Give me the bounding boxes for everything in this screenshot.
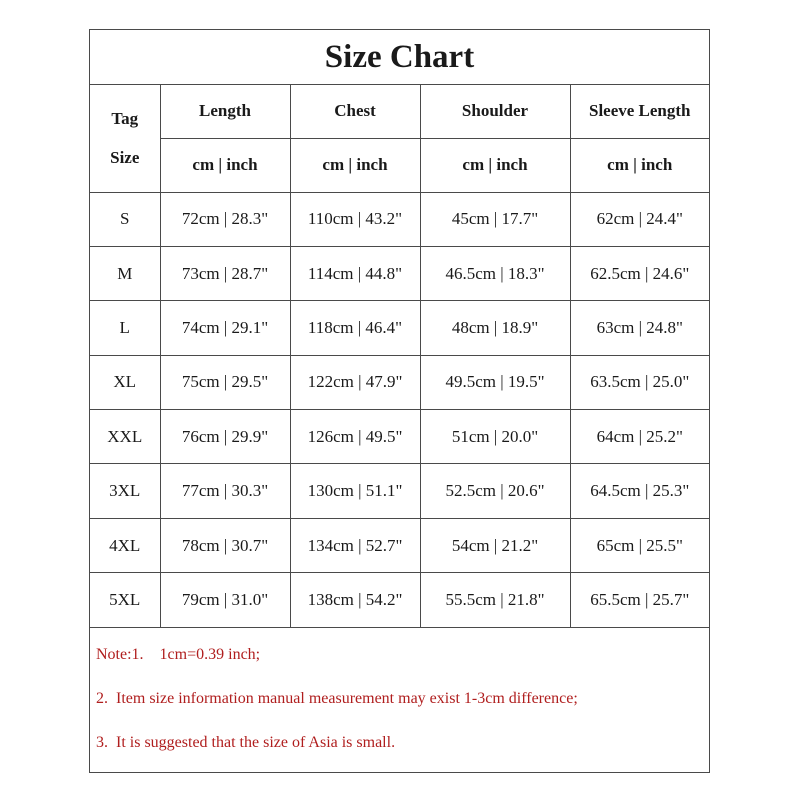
size-label: Size	[110, 147, 140, 167]
cell-shoulder: 52.5cm | 20.6"	[420, 464, 570, 518]
table-row	[90, 355, 709, 409]
cell-sleeve: 62cm | 24.4"	[570, 192, 709, 246]
cell-chest: 134cm | 52.7"	[290, 518, 420, 572]
cell-sleeve: 65cm | 25.5"	[570, 518, 709, 572]
table-row	[90, 518, 709, 572]
header-chest: Chest	[290, 84, 420, 138]
table-row	[90, 410, 709, 464]
note-2: 2. Item size information manual measurement may exist 1-3cm difference;	[96, 690, 578, 707]
cell-length: 72cm | 28.3"	[160, 192, 290, 246]
cell-sleeve: 64.5cm | 25.3"	[570, 464, 709, 518]
cell-length: 78cm | 30.7"	[160, 518, 290, 572]
unit-row	[90, 138, 709, 192]
cell-length: 74cm | 29.1"	[160, 301, 290, 355]
cell-size: M	[90, 246, 160, 300]
unit-sleeve-length: cm | inch	[570, 138, 709, 192]
cell-shoulder: 55.5cm | 21.8"	[420, 573, 570, 627]
header-shoulder: Shoulder	[420, 84, 570, 138]
cell-length: 73cm | 28.7"	[160, 246, 290, 300]
cell-size: 5XL	[90, 573, 160, 627]
header-row	[90, 84, 709, 138]
unit-shoulder: cm | inch	[420, 138, 570, 192]
cell-chest: 110cm | 43.2"	[290, 192, 420, 246]
cell-chest: 122cm | 47.9"	[290, 355, 420, 409]
cell-chest: 130cm | 51.1"	[290, 464, 420, 518]
table-row	[90, 301, 709, 355]
cell-length: 79cm | 31.0"	[160, 573, 290, 627]
cell-size: 3XL	[90, 464, 160, 518]
tag-label: Tag	[111, 108, 139, 128]
cell-size: 4XL	[90, 518, 160, 572]
table-row	[90, 192, 709, 246]
cell-length: 76cm | 29.9"	[160, 410, 290, 464]
unit-chest: cm | inch	[290, 138, 420, 192]
note-3: 3. It is suggested that the size of Asia is small.	[96, 734, 396, 751]
cell-chest: 126cm | 49.5"	[290, 410, 420, 464]
header-sleeve-length: Sleeve Length	[570, 84, 709, 138]
cell-length: 77cm | 30.3"	[160, 464, 290, 518]
size-table	[90, 84, 709, 628]
tag-size-header	[90, 84, 160, 192]
header-length: Length	[160, 84, 290, 138]
cell-shoulder: 46.5cm | 18.3"	[420, 246, 570, 300]
cell-size: XXL	[90, 410, 160, 464]
cell-chest: 118cm | 46.4"	[290, 301, 420, 355]
cell-sleeve: 62.5cm | 24.6"	[570, 246, 709, 300]
notes-section	[90, 624, 709, 772]
cell-size: L	[90, 301, 160, 355]
cell-shoulder: 49.5cm | 19.5"	[420, 355, 570, 409]
cell-sleeve: 63.5cm | 25.0"	[570, 355, 709, 409]
note-1: Note:1. 1cm=0.39 inch;	[96, 646, 261, 663]
cell-sleeve: 63cm | 24.8"	[570, 301, 709, 355]
cell-shoulder: 54cm | 21.2"	[420, 518, 570, 572]
cell-chest: 138cm | 54.2"	[290, 573, 420, 627]
cell-shoulder: 48cm | 18.9"	[420, 301, 570, 355]
unit-length: cm | inch	[160, 138, 290, 192]
table-row	[90, 464, 709, 518]
cell-chest: 114cm | 44.8"	[290, 246, 420, 300]
cell-size: XL	[90, 355, 160, 409]
cell-sleeve: 65.5cm | 25.7"	[570, 573, 709, 627]
cell-size: S	[90, 192, 160, 246]
chart-title: Size Chart	[90, 30, 709, 85]
size-chart	[89, 29, 710, 773]
table-row	[90, 246, 709, 300]
table-row	[90, 573, 709, 627]
cell-length: 75cm | 29.5"	[160, 355, 290, 409]
cell-shoulder: 51cm | 20.0"	[420, 410, 570, 464]
cell-shoulder: 45cm | 17.7"	[420, 192, 570, 246]
cell-sleeve: 64cm | 25.2"	[570, 410, 709, 464]
